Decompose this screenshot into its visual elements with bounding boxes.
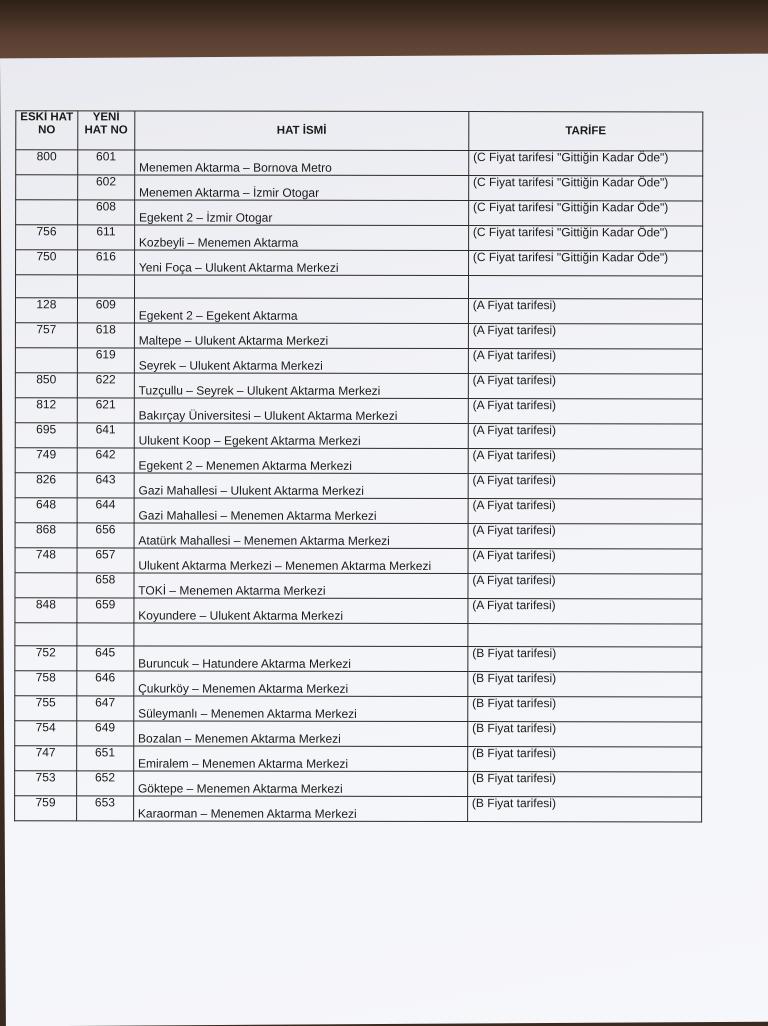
cell-hat-ismi: Koyundere – Ulukent Aktarma Merkezi (134, 598, 468, 624)
cell-tarife: (B Fiyat tarifesi) (467, 747, 701, 772)
cell-hat-ismi: Atatürk Mahallesi – Menemen Aktarma Merkezi (134, 523, 468, 549)
cell-yeni-hat-no: 657 (77, 548, 134, 573)
cell-eski-hat-no: 753 (15, 771, 77, 796)
cell-yeni-hat-no: 652 (76, 771, 133, 796)
cell-hat-ismi: Egekent 2 – İzmir Otogar (134, 200, 468, 226)
table-row (15, 771, 702, 797)
cell-tarife: (A Fiyat tarifesi) (468, 524, 702, 549)
cell-yeni-hat-no: 647 (77, 696, 134, 721)
table-row (15, 623, 702, 647)
table-row (15, 373, 702, 399)
cell-yeni-hat-no: 643 (77, 473, 134, 498)
table-row (15, 348, 702, 374)
cell-eski-hat-no (16, 200, 78, 225)
cell-tarife: (C Fiyat tarifesi "Gittiğin Kadar Öde") (469, 151, 703, 176)
paper-sheet (0, 54, 768, 1026)
table-row (16, 175, 703, 201)
cell-hat-ismi: Kozbeyli – Menemen Aktarma (134, 225, 468, 251)
table-row (16, 225, 703, 251)
table-row (15, 746, 702, 772)
table-row (15, 671, 702, 697)
cell-eski-hat-no: 758 (15, 671, 77, 696)
table-row (15, 448, 702, 474)
cell-eski-hat-no: 750 (16, 250, 78, 275)
cell-eski-hat-no (16, 175, 78, 200)
table-row (15, 298, 702, 324)
cell-hat-ismi: Karaorman – Menemen Aktarma Merkezi (133, 796, 467, 822)
cell-yeni-hat-no: 659 (77, 598, 134, 623)
cell-eski-hat-no: 749 (15, 448, 77, 473)
table-row (15, 796, 702, 822)
cell-yeni-hat-no: 658 (77, 573, 134, 598)
cell-eski-hat-no: 695 (15, 423, 77, 448)
cell-tarife: (A Fiyat tarifesi) (468, 599, 702, 624)
cell-eski-hat-no: 757 (15, 323, 77, 348)
cell-tarife: (A Fiyat tarifesi) (468, 574, 702, 599)
cell-yeni-hat-no: 641 (77, 423, 134, 448)
cell-tarife: (B Fiyat tarifesi) (467, 797, 701, 822)
cell-yeni-hat-no: 622 (77, 373, 134, 398)
header-yeni-line2: HAT NO (84, 124, 128, 137)
cell-tarife: (A Fiyat tarifesi) (468, 374, 702, 399)
cell-tarife: (A Fiyat tarifesi) (468, 349, 702, 374)
table-row (15, 598, 702, 624)
header-eski-line1: ESKİ HAT (20, 111, 74, 124)
cell-hat-ismi: Menemen Aktarma – Bornova Metro (135, 150, 469, 176)
cell-yeni-hat-no: 618 (77, 323, 134, 348)
cell-tarife: (B Fiyat tarifesi) (467, 772, 701, 797)
cell-tarife: (C Fiyat tarifesi "Gittiğin Kadar Öde") (468, 251, 702, 276)
table-row (15, 423, 702, 449)
cell-hat-ismi: Ulukent Aktarma Merkezi – Menemen Aktarma Merkezi (134, 548, 468, 574)
cell-tarife (468, 276, 702, 299)
header-yeni-line1: YENİ (92, 111, 120, 124)
cell-tarife: (B Fiyat tarifesi) (468, 647, 702, 672)
cell-eski-hat-no: 748 (15, 548, 77, 573)
cell-yeni-hat-no: 644 (77, 498, 134, 523)
cell-eski-hat-no: 756 (16, 225, 78, 250)
cell-tarife: (A Fiyat tarifesi) (468, 499, 702, 524)
cell-hat-ismi: Göktepe – Menemen Aktarma Merkezi (133, 771, 467, 797)
cell-eski-hat-no (15, 348, 77, 373)
cell-hat-ismi: Buruncuk – Hatundere Aktarma Merkezi (134, 646, 468, 672)
cell-eski-hat-no: 848 (15, 598, 77, 623)
cell-eski-hat-no: 868 (15, 523, 77, 548)
cell-tarife: (B Fiyat tarifesi) (468, 697, 702, 722)
cell-yeni-hat-no: 651 (76, 746, 133, 771)
table-row (15, 398, 702, 424)
cell-hat-ismi: Egekent 2 – Menemen Aktarma Merkezi (134, 448, 468, 474)
cell-tarife: (A Fiyat tarifesi) (468, 449, 702, 474)
cell-hat-ismi: Çukurköy – Menemen Aktarma Merkezi (134, 671, 468, 697)
cell-hat-ismi: Yeni Foça – Ulukent Aktarma Merkezi (134, 250, 468, 276)
cell-hat-ismi: Maltepe – Ulukent Aktarma Merkezi (134, 323, 468, 349)
cell-eski-hat-no (15, 573, 77, 598)
cell-yeni-hat-no: 608 (77, 200, 134, 225)
cell-hat-ismi: Bakırçay Üniversitesi – Ulukent Aktarma Merkezi (134, 398, 468, 424)
cell-eski-hat-no: 747 (15, 746, 77, 771)
cell-tarife: (A Fiyat tarifesi) (468, 399, 702, 424)
cell-hat-ismi: Menemen Aktarma – İzmir Otogar (134, 175, 468, 201)
table-row (15, 498, 702, 524)
cell-yeni-hat-no: 611 (77, 225, 134, 250)
table-row (15, 275, 702, 299)
cell-yeni-hat-no: 645 (77, 646, 134, 671)
table-header-row (16, 111, 703, 151)
table-row (15, 696, 702, 722)
cell-hat-ismi: Emiralem – Menemen Aktarma Merkezi (133, 746, 467, 772)
cell-hat-ismi: Süleymanlı – Menemen Aktarma Merkezi (134, 696, 468, 722)
cell-hat-ismi: Tuzçullu – Seyrek – Ulukent Aktarma Merkezi (134, 373, 468, 399)
table-row (16, 150, 703, 176)
cell-yeni-hat-no: 646 (77, 671, 134, 696)
cell-eski-hat-no: 754 (15, 721, 77, 746)
route-table (14, 110, 703, 822)
cell-yeni-hat-no: 619 (77, 348, 134, 373)
cell-hat-ismi: Seyrek – Ulukent Aktarma Merkezi (134, 348, 468, 374)
cell-hat-ismi: Bozalan – Menemen Aktarma Merkezi (134, 721, 468, 747)
table-row (16, 200, 703, 226)
cell-hat-ismi: Gazi Mahallesi – Ulukent Aktarma Merkezi (134, 473, 468, 499)
cell-tarife: (B Fiyat tarifesi) (468, 722, 702, 747)
cell-hat-ismi (134, 623, 468, 647)
cell-tarife: (A Fiyat tarifesi) (468, 299, 702, 324)
table-row (16, 250, 703, 276)
table-row (15, 573, 702, 599)
cell-tarife: (A Fiyat tarifesi) (468, 474, 702, 499)
cell-eski-hat-no: 800 (16, 150, 78, 175)
cell-tarife: (B Fiyat tarifesi) (468, 672, 702, 697)
cell-hat-ismi (134, 275, 468, 299)
cell-eski-hat-no: 752 (15, 646, 77, 671)
cell-tarife: (C Fiyat tarifesi "Gittiğin Kadar Öde") (468, 201, 702, 226)
cell-eski-hat-no (15, 623, 77, 646)
table-row (15, 323, 702, 349)
cell-eski-hat-no: 826 (15, 473, 77, 498)
cell-hat-ismi: Egekent 2 – Egekent Aktarma (134, 298, 468, 324)
header-yeni-hat-no (78, 111, 135, 150)
table-row (15, 721, 702, 747)
cell-eski-hat-no: 755 (15, 696, 77, 721)
header-eski-line2: NO (38, 123, 56, 136)
cell-hat-ismi: TOKİ – Menemen Aktarma Merkezi (134, 573, 468, 599)
cell-tarife: (C Fiyat tarifesi "Gittiğin Kadar Öde") (468, 176, 702, 201)
cell-yeni-hat-no: 621 (77, 398, 134, 423)
cell-tarife (468, 624, 702, 647)
cell-yeni-hat-no: 656 (77, 523, 134, 548)
cell-yeni-hat-no: 602 (77, 175, 134, 200)
cell-hat-ismi: Gazi Mahallesi – Menemen Aktarma Merkezi (134, 498, 468, 524)
cell-eski-hat-no: 812 (15, 398, 77, 423)
cell-eski-hat-no: 759 (15, 796, 77, 821)
table-body (15, 150, 703, 822)
table-row (15, 473, 702, 499)
cell-tarife: (A Fiyat tarifesi) (468, 324, 702, 349)
cell-yeni-hat-no: 609 (77, 298, 134, 323)
cell-yeni-hat-no: 601 (78, 150, 135, 175)
cell-tarife: (A Fiyat tarifesi) (468, 424, 702, 449)
cell-yeni-hat-no: 653 (76, 796, 133, 821)
cell-yeni-hat-no: 642 (77, 448, 134, 473)
cell-eski-hat-no: 128 (15, 298, 77, 323)
cell-yeni-hat-no (77, 275, 134, 298)
cell-eski-hat-no: 648 (15, 498, 77, 523)
header-hat-ismi: HAT İSMİ (135, 111, 469, 151)
cell-eski-hat-no: 850 (15, 373, 77, 398)
table-row (15, 523, 702, 549)
cell-yeni-hat-no: 616 (77, 250, 134, 275)
header-eski-hat-no (16, 111, 78, 150)
cell-eski-hat-no (15, 275, 77, 298)
cell-hat-ismi: Ulukent Koop – Egekent Aktarma Merkezi (134, 423, 468, 449)
cell-yeni-hat-no (77, 623, 134, 646)
cell-yeni-hat-no: 649 (77, 721, 134, 746)
header-tarife: TARİFE (469, 112, 703, 151)
table-row (15, 548, 702, 574)
table-row (15, 646, 702, 672)
cell-tarife: (A Fiyat tarifesi) (468, 549, 702, 574)
cell-tarife: (C Fiyat tarifesi "Gittiğin Kadar Öde") (468, 226, 702, 251)
